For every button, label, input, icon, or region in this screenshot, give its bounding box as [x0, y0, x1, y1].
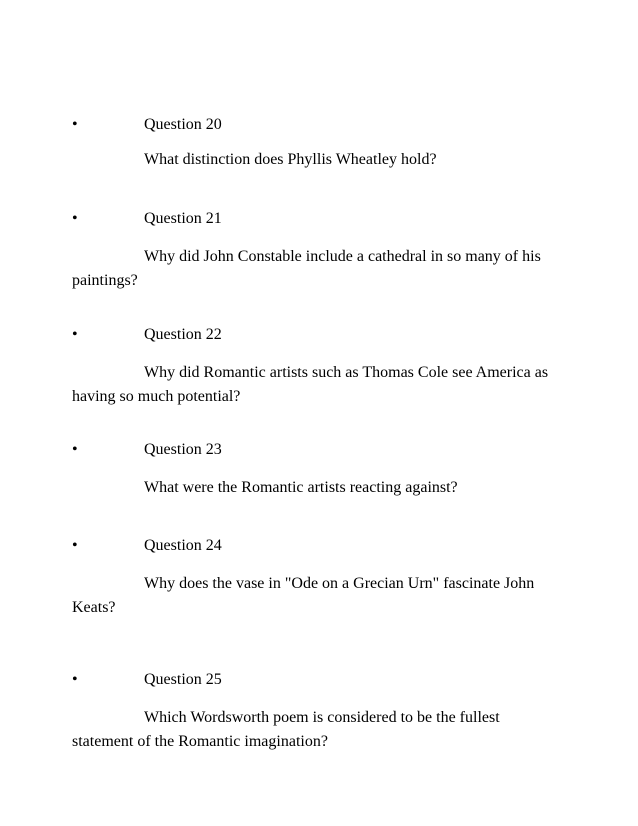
question-item [0, 324, 638, 405]
question-title: Question 21 [144, 210, 222, 227]
question-header [0, 324, 638, 346]
question-text: Which Wordsworth poem is considered to be the fullest statement of the Romantic imagination? [72, 709, 500, 750]
question-header [0, 208, 638, 230]
question-title: Question 22 [144, 326, 222, 343]
question-text: What were the Romantic artists reacting against? [144, 479, 458, 496]
bullet-icon: • [72, 116, 78, 133]
question-item [0, 114, 638, 168]
question-header [0, 669, 638, 691]
question-text: Why did John Constable include a cathedral in so many of his paintings? [72, 248, 541, 289]
question-item [0, 669, 638, 750]
question-item [0, 535, 638, 616]
bullet-icon: • [72, 326, 78, 343]
question-title: Question 20 [144, 116, 222, 133]
bullet-icon: • [72, 537, 78, 554]
question-item [0, 208, 638, 289]
question-text: What distinction does Phyllis Wheatley hold? [144, 151, 437, 168]
bullet-icon: • [72, 671, 78, 688]
question-title: Question 24 [144, 537, 222, 554]
question-header [0, 114, 638, 136]
bullet-icon: • [72, 441, 78, 458]
question-title: Question 25 [144, 671, 222, 688]
bullet-icon: • [72, 210, 78, 227]
question-header [0, 535, 638, 557]
question-item [0, 439, 638, 496]
question-text: Why did Romantic artists such as Thomas Cole see America as having so much potential? [72, 364, 549, 405]
question-header [0, 439, 638, 461]
question-text: Why does the vase in "Ode on a Grecian Urn" fascinate John Keats? [72, 575, 535, 616]
question-title: Question 23 [144, 441, 222, 458]
